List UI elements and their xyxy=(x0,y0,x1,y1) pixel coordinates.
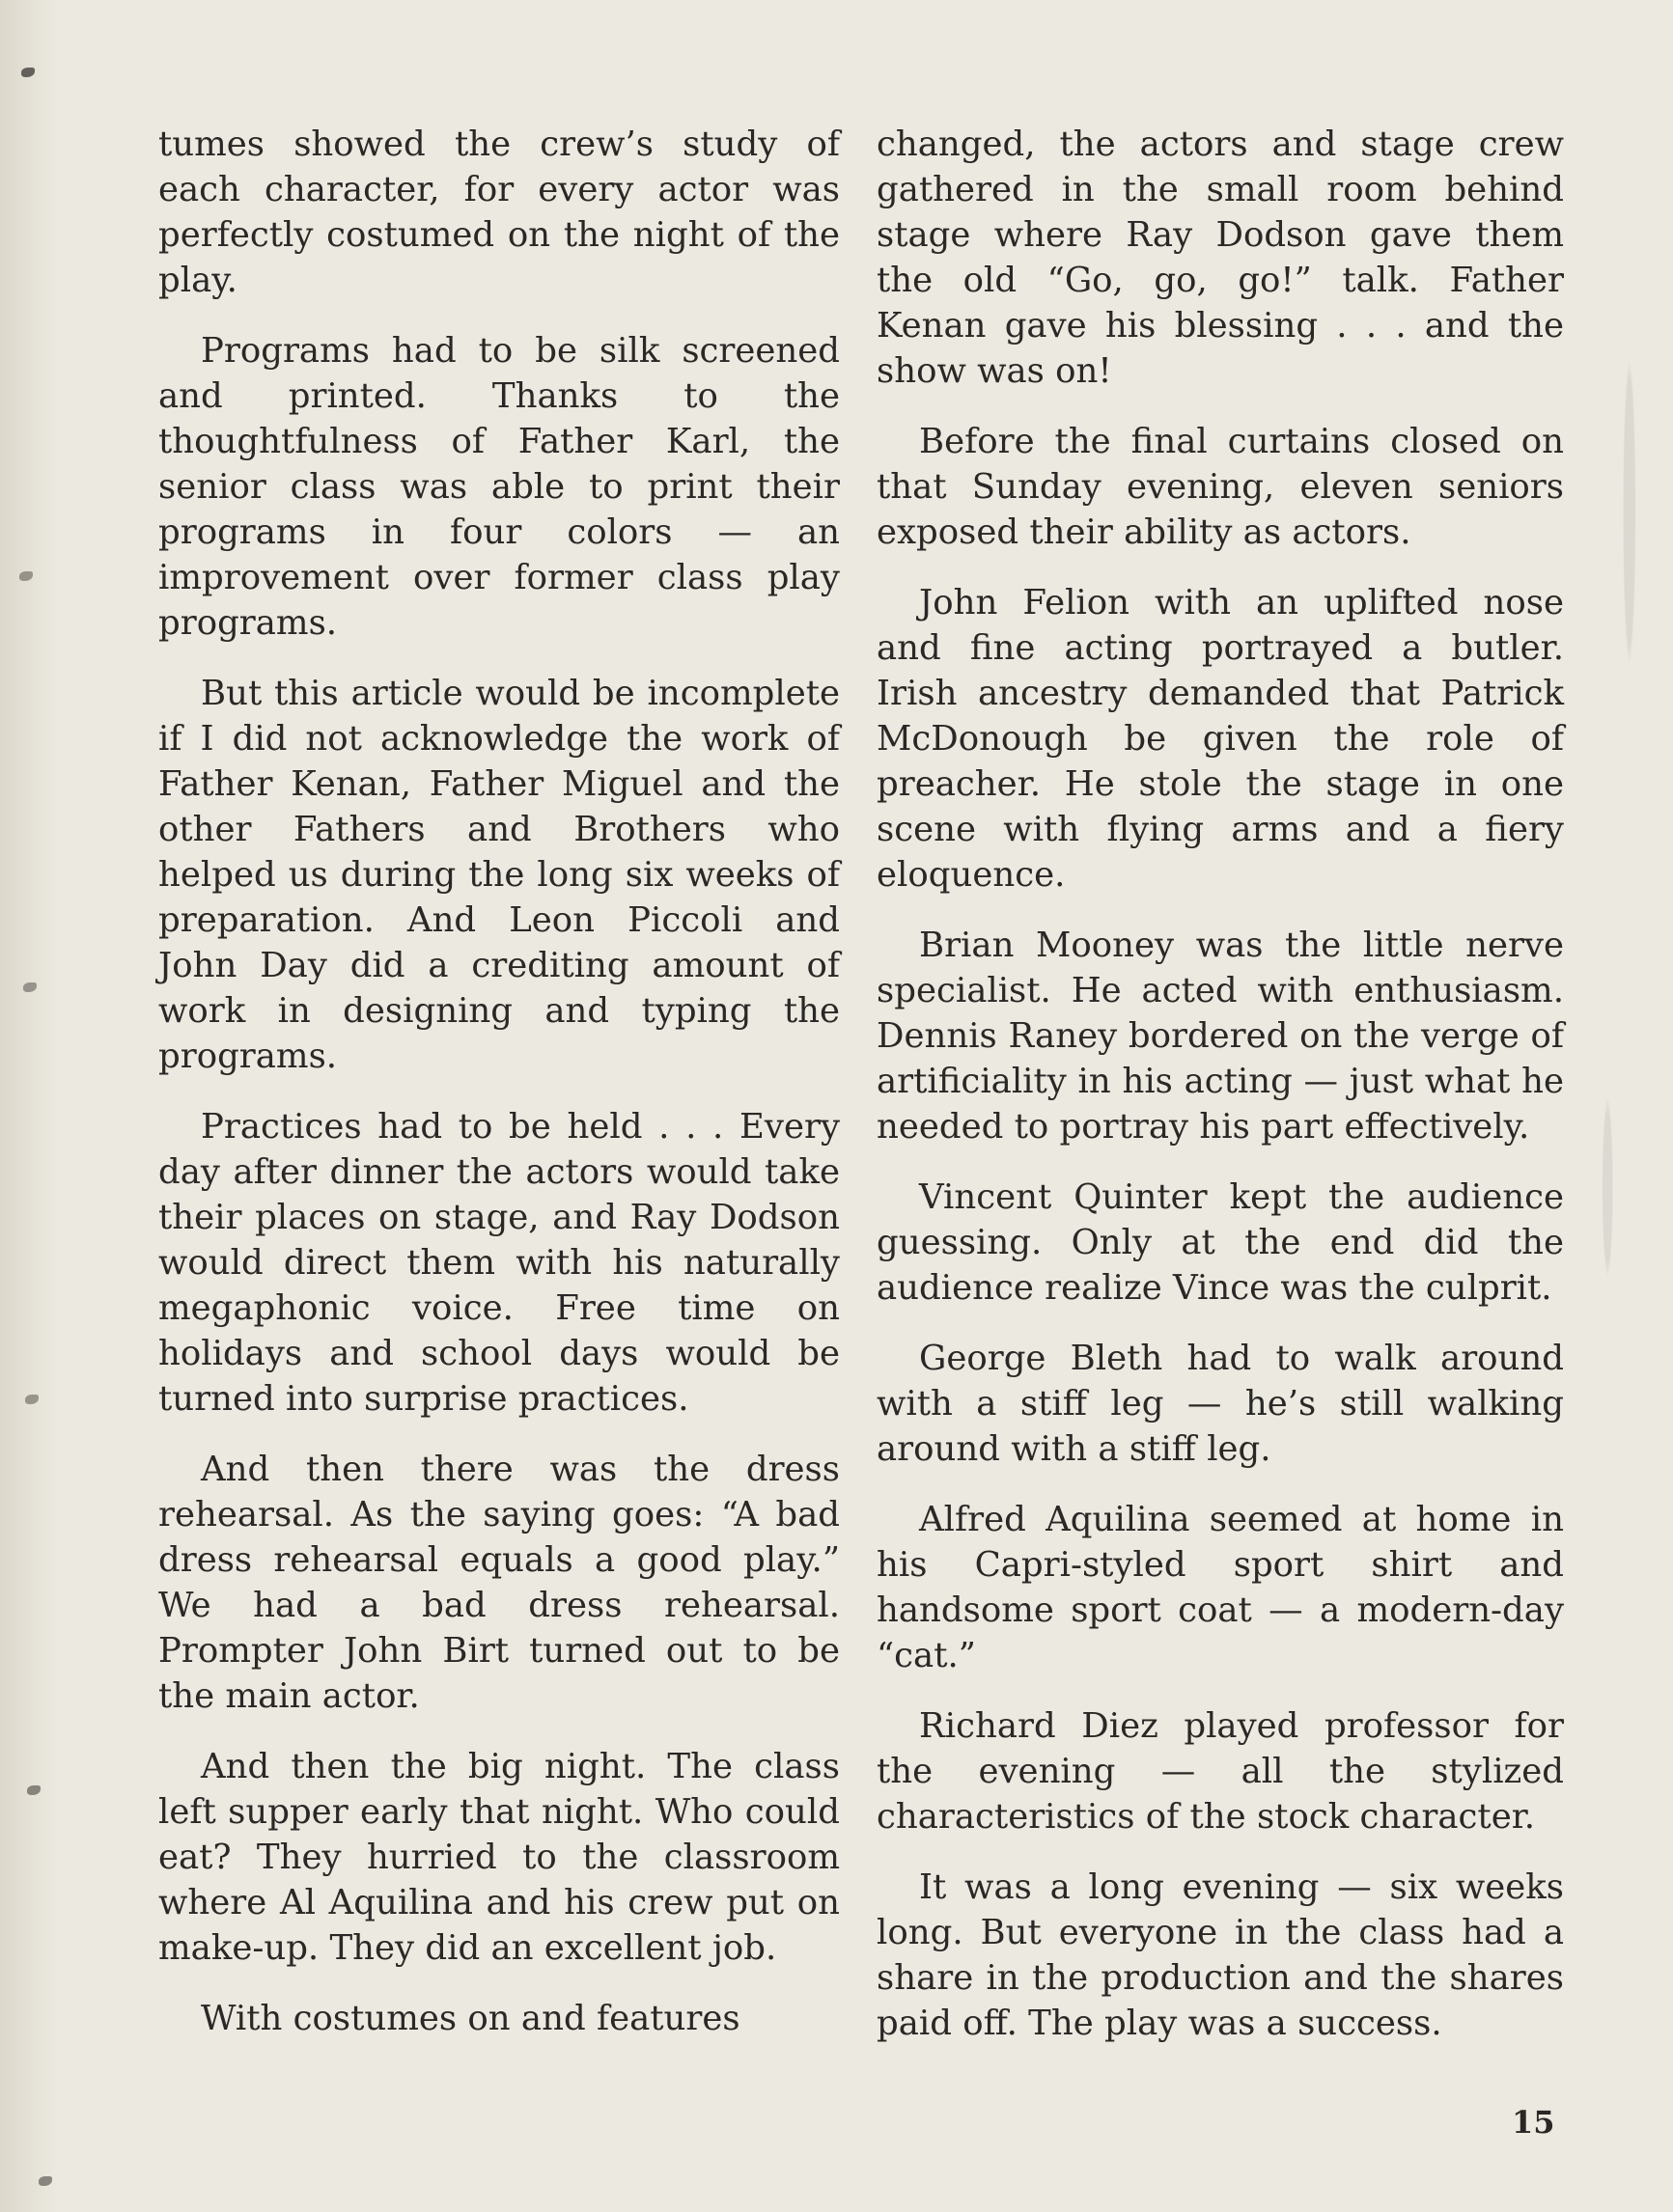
paragraph: And then there was the dress rehearsal. As the saying goes: “A bad dress rehearsal equals a good play.” We had a bad dress rehearsal. Prompter John Birt turned out to be the main actor. xyxy=(158,1450,840,1716)
paragraph: George Bleth had to walk around with a stiff leg — he’s still walking around with a stiff leg. xyxy=(877,1339,1564,1469)
right-text-column xyxy=(877,122,1564,2071)
paragraph: Programs had to be silk screened and printed. Thanks to the thoughtfulness of Father Karl, the senior class was able to print their programs in four colors — an improvement over former class play programs. xyxy=(158,331,840,643)
paragraph: Before the final curtains closed on that Sunday evening, eleven seniors exposed their ability as actors. xyxy=(877,422,1564,552)
page-number: 15 xyxy=(1512,2104,1555,2141)
paragraph: Brian Mooney was the little nerve specialist. He acted with enthusiasm. Dennis Raney bordered on the verge of artificiality in his acting — just what he needed to portray his part effectively. xyxy=(877,926,1564,1147)
left-text-column xyxy=(158,122,840,2066)
paragraph: It was a long evening — six weeks long. But everyone in the class had a share in the production and the shares paid off. The play was a success. xyxy=(877,1867,1564,2043)
paragraph: And then the big night. The class left supper early that night. Who could eat? They hurried to the classroom where Al Aquilina and his crew put on make-up. They did an excellent job. xyxy=(158,1747,840,1968)
paragraph: tumes showed the crew’s study of each character, for every actor was perfectly costumed on the night of the play. xyxy=(158,124,840,300)
paragraph: Vincent Quinter kept the audience guessing. Only at the end did the audience realize Vince was the culprit. xyxy=(877,1177,1564,1308)
paragraph: But this article would be incomplete if I did not acknowledge the work of Father Kenan, Father Miguel and the other Fathers and Brothers who helped us during the long six weeks of preparation. And Leon Piccoli and John Day did a crediting amount of work in designing and typing the programs. xyxy=(158,674,840,1076)
show-through-bleed xyxy=(1564,125,1673,2056)
paragraph: changed, the actors and stage crew gathered in the small room behind stage where Ray Dodson gave them the old “Go, go, go!” talk. Father Kenan gave his blessing . . . and the show was on! xyxy=(877,124,1564,391)
paragraph: John Felion with an uplifted nose and fine acting portrayed a butler. Irish ancestry demanded that Patrick McDonough be given the role of preacher. He stole the stage in one scene with flying arms and a fiery eloquence. xyxy=(877,583,1564,895)
page-binding-edge xyxy=(0,0,58,2212)
paragraph: Alfred Aquilina seemed at home in his Capri-styled sport shirt and handsome sport coat — a modern-day “cat.” xyxy=(877,1500,1564,1675)
paragraph: Richard Diez played professor for the evening — all the stylized characteristics of the stock character. xyxy=(877,1706,1564,1837)
paragraph: Practices had to be held . . . Every day after dinner the actors would take their places on stage, and Ray Dodson would direct them with his naturally megaphonic voice. Free time on holidays and school days would be turned into surprise practices. xyxy=(158,1107,840,1419)
paragraph: With costumes on and features xyxy=(201,1999,740,2038)
